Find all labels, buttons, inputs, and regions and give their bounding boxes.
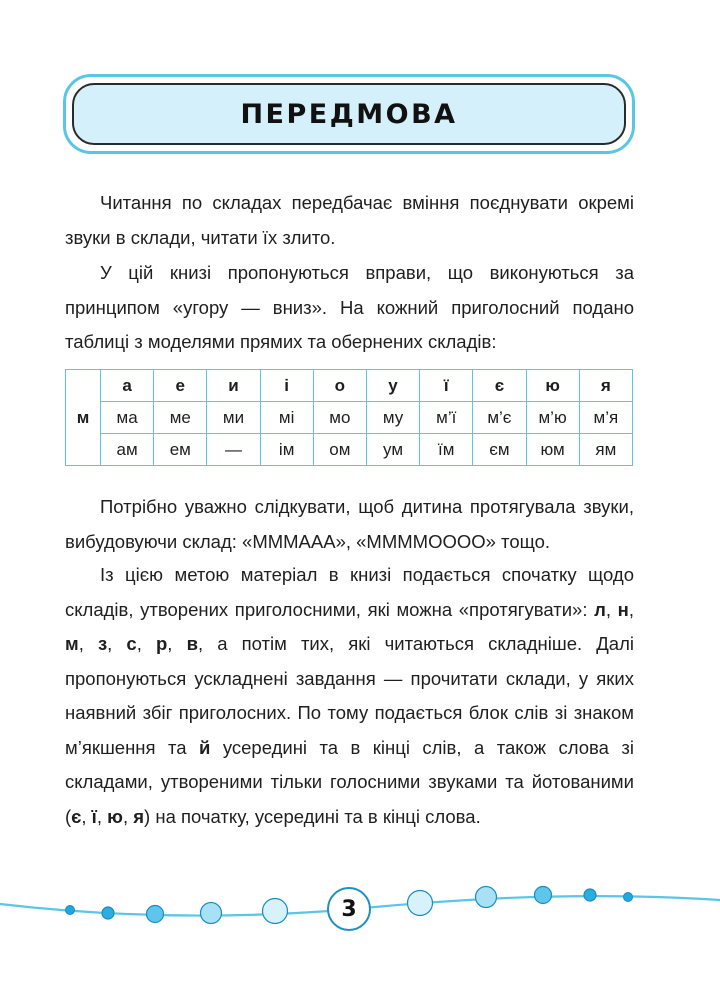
syllable-cell: му [366, 402, 419, 434]
syllable-cell: ом [313, 434, 366, 466]
paragraph-exercises: У цій книзі пропонуються вправи, що виконуються за принципом «угору — вниз». На кожний приголосний подано таблиці з моделями прямих та обернених складів: [65, 262, 634, 352]
vowel-cell: а [101, 370, 154, 402]
syllable-cell: м’є [473, 402, 526, 434]
syllable-cell: ми [207, 402, 260, 434]
vowel-cell: ї [420, 370, 473, 402]
syllable-cell: єм [473, 434, 526, 466]
syllable-cell: — [207, 434, 260, 466]
vowel-cell: о [313, 370, 366, 402]
vowel-cell: є [473, 370, 526, 402]
syllable-cell: ум [366, 434, 419, 466]
syllable-cell: юм [526, 434, 579, 466]
title-banner-inner [72, 83, 626, 145]
syllable-cell: ям [579, 434, 632, 466]
paragraph-advice: Потрібно уважно слідкувати, щоб дитина протягувала звуки, вибудовуючи склад: «МММААА», «ММММОООО» тощо. [65, 496, 634, 552]
syllable-cell: м’ю [526, 402, 579, 434]
syllable-cell: ам [101, 434, 154, 466]
syllable-table [65, 369, 633, 466]
syllable-cell: ім [260, 434, 313, 466]
consonant-label: м [66, 370, 101, 466]
syllable-cell: м’я [579, 402, 632, 434]
vowel-cell: і [260, 370, 313, 402]
vowel-cell: и [207, 370, 260, 402]
vowel-cell: е [154, 370, 207, 402]
title-banner [63, 74, 635, 154]
direct-syllables-row [66, 402, 633, 434]
syllable-cell: ем [154, 434, 207, 466]
page-title: ПЕРЕДМОВА [240, 98, 458, 130]
syllable-cell: м’ї [420, 402, 473, 434]
syllable-cell: мо [313, 402, 366, 434]
syllable-cell: ме [154, 402, 207, 434]
syllable-cell: ма [101, 402, 154, 434]
paragraph-intro: Читання по складах передбачає вміння поєднувати окремі звуки в склади, читати їх злито. [65, 192, 634, 248]
vowel-header-row [66, 370, 633, 402]
vowel-cell: ю [526, 370, 579, 402]
paragraph-structure: Із цією метою матеріал в книзі подається спочатку щодо складів, утворених приголосними, які можна «протягувати»: л, н, м, з, с, р, в, а потім тих, які читаються складніше. Далі пропонуються ускладнені завдання — прочитати склади, у яких наявний збіг приголосних. По тому подається блок слів зі знаком м’якшення та й усередині та в кінці слів, а також слова зі складами, утвореними тільки голосними звуками та йотованими (є, ї, ю, я) на початку, усередині та в кінці слова. [65, 564, 634, 827]
syllable-cell: мі [260, 402, 313, 434]
syllable-cell: їм [420, 434, 473, 466]
reverse-syllables-row [66, 434, 633, 466]
page-number-text: 3 [341, 896, 357, 922]
vowel-cell: у [366, 370, 419, 402]
vowel-cell: я [579, 370, 632, 402]
page-number [327, 887, 371, 931]
